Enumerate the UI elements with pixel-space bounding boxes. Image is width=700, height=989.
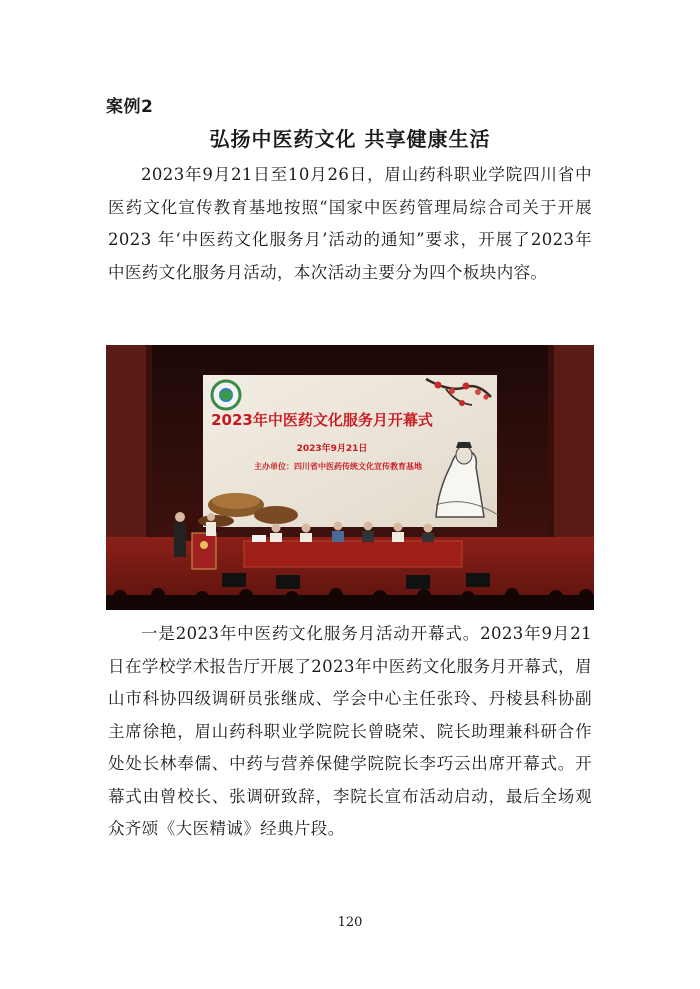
page-number: 120 <box>337 915 363 930</box>
case-label: 案例2 <box>106 97 154 117</box>
article-title: 弘扬中医药文化 共享健康生活 <box>209 127 491 151</box>
screen-title: 2023年中医药文化服务月开幕式 <box>211 411 433 429</box>
event-photo <box>106 345 594 610</box>
screen-host: 主办单位：四川省中医药传统文化宣传教育基地 <box>254 462 422 471</box>
screen-date: 2023年9月21日 <box>296 444 368 454</box>
paragraph-intro: 2023年9月21日至10月26日，眉山药科职业学院四川省中医药文化宣传教育基地按照“国家中医药管理局综合司关于开展 2023 年‘中医药文化服务月’活动的通知”要求，开展了2023年中医药文化服务月活动，本次活动主要分为四个板块内容。 <box>108 165 592 282</box>
paragraph-opening-ceremony: 一是2023年中医药文化服务月活动开幕式。2023年9月21日在学校学术报告厅开展了2023年中医药文化服务月开幕式，眉山市科协四级调研员张继成、学会中心主任张玲、丹棱县科协副主席徐艳，眉山药科职业学院院长曾晓荣、院长助理兼科研合作处处长林奉儒、中药与营养保健学院院长李巧云出席开幕式。开幕式由曾校长、张调研致辞，李院长宣布活动启动，最后全场观众齐颂《大医精诚》经典片段。 <box>108 624 592 838</box>
